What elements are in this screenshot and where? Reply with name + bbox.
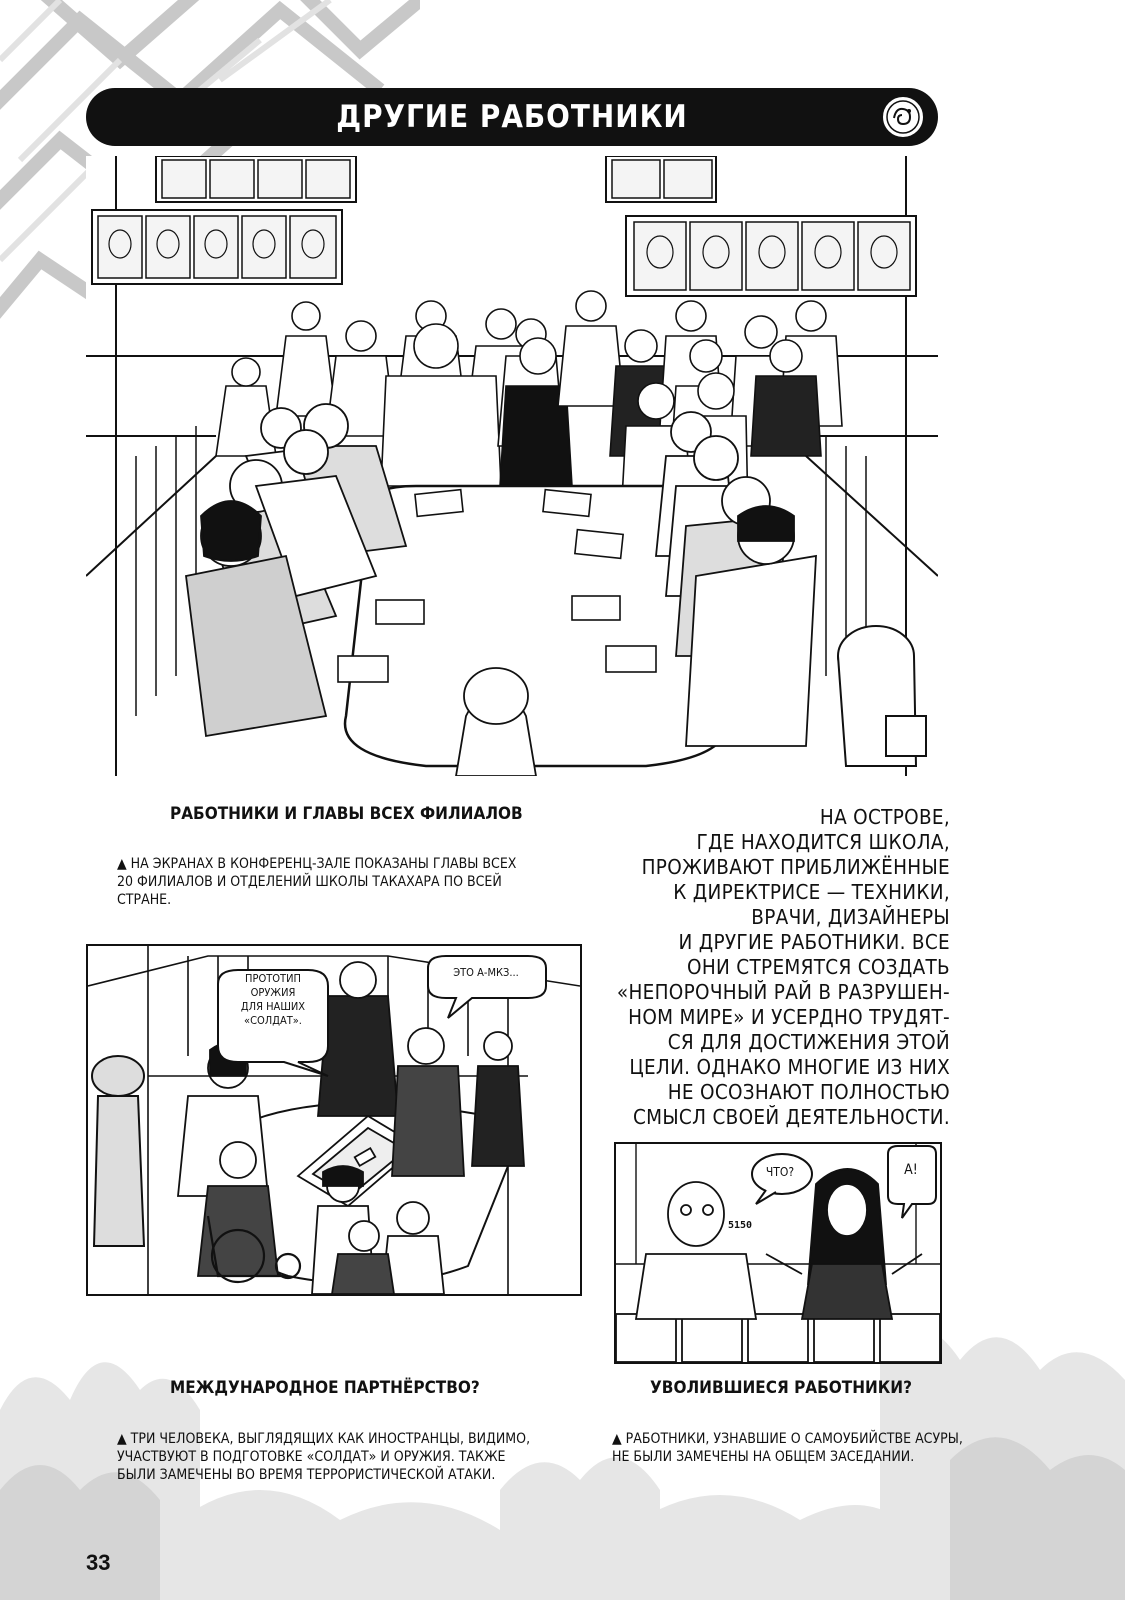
- page-number: 33: [86, 1550, 111, 1575]
- school-emblem-icon: [880, 94, 926, 140]
- section-title-former-workers: УВОЛИВШИЕСЯ РАБОТНИКИ?: [650, 1378, 912, 1398]
- sweater-number: 5150: [727, 1220, 753, 1231]
- speech-bubble-prototype: ПРОТОТИП ОРУЖИЯ ДЛЯ НАШИХ «СОЛДАТ».: [240, 972, 306, 1027]
- main-description-text: НА ОСТРОВЕ, ГДЕ НАХОДИТСЯ ШКОЛА, ПРОЖИВАЮТ ПРИБЛИЖЁННЫЕ К ДИРЕКТРИСЕ — ТЕХНИКИ, ВРАЧИ, ДИЗАЙНЕРЫ И ДРУГИЕ РАБОТНИКИ. ВСЕ ОНИ СТРЕМЯТСЯ СОЗДАТЬ «НЕПОРОЧНЫЙ РАЙ В РАЗРУШЕН- НОМ МИРЕ» И УСЕРДНО ТРУДЯТ- СЯ ДЛЯ ДОСТИЖЕНИЯ ЭТОЙ ЦЕЛИ. ОДНАКО МНОГИЕ ИЗ НИХ НЕ ОСОЗНАЮТ ПОЛНОСТЬЮ СМЫСЛ СВОЕЙ ДЕЯТЕЛЬНОСТИ.: [616, 805, 950, 1129]
- section-title-branches: РАБОТНИКИ И ГЛАВЫ ВСЕХ ФИЛИАЛОВ: [170, 804, 523, 824]
- caption-branches: ▲ НА ЭКРАНАХ В КОНФЕРЕНЦ-ЗАЛЕ ПОКАЗАНЫ ГЛАВЫ ВСЕХ 20 ФИЛИАЛОВ И ОТДЕЛЕНИЙ ШКОЛЫ ТАКАХАРА ПО ВСЕЙ СТРАНЕ.: [117, 856, 517, 908]
- partnership-scene-panel: [86, 944, 582, 1296]
- speech-bubble-amk3: ЭТО А-МКЗ...: [453, 966, 519, 979]
- speech-bubble-what: ЧТО?: [765, 1165, 795, 1179]
- page-title: ДРУГИЕ РАБОТНИКИ: [336, 99, 688, 135]
- section-title-partnership: МЕЖДУНАРОДНОЕ ПАРТНЁРСТВО?: [170, 1378, 480, 1398]
- conference-room-illustration: [86, 156, 938, 776]
- speech-bubble-a: А!: [904, 1162, 918, 1178]
- caption-partnership: ▲ ТРИ ЧЕЛОВЕКА, ВЫГЛЯДЯЩИХ КАК ИНОСТРАНЦЫ, ВИДИМО, УЧАСТВУЮТ В ПОДГОТОВКЕ «СОЛДАТ» И ОРУЖИЯ. ТАКЖЕ БЫЛИ ЗАМЕЧЕНЫ ВО ВРЕМЯ ТЕРРОРИСТИЧЕСКОЙ АТАКИ.: [117, 1431, 531, 1483]
- caption-former-workers: ▲ РАБОТНИКИ, УЗНАВШИЕ О САМОУБИЙСТВЕ АСУРЫ, НЕ БЫЛИ ЗАМЕЧЕНЫ НА ОБЩЕМ ЗАСЕДАНИИ.: [612, 1431, 963, 1465]
